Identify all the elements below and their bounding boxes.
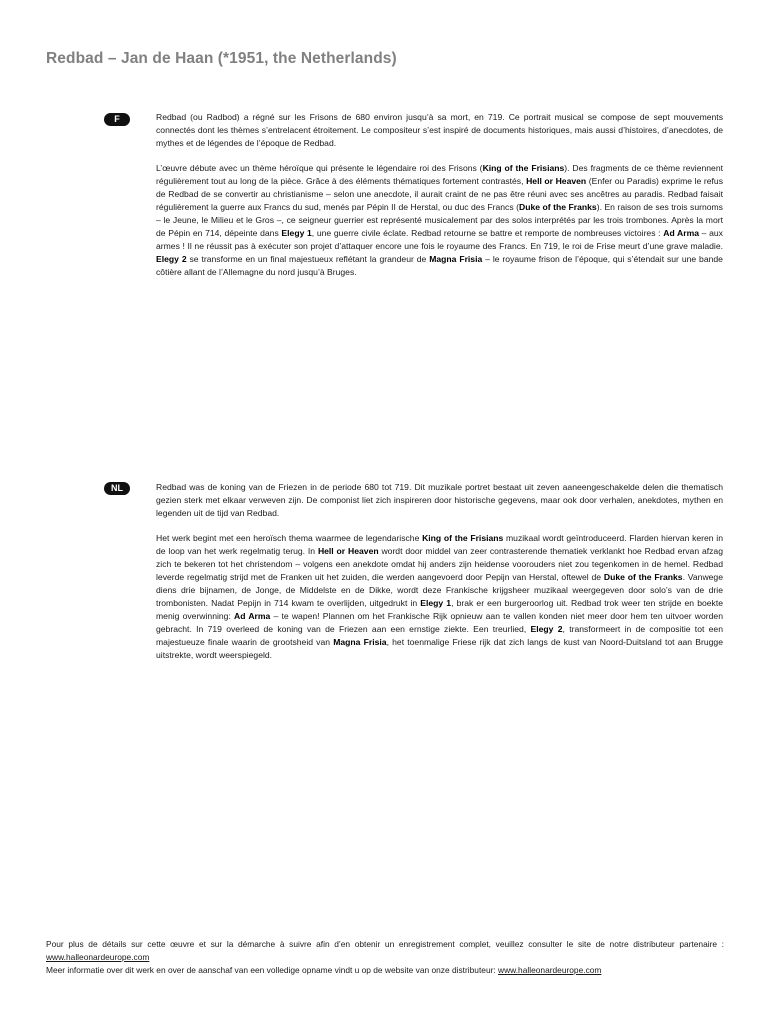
text-run: – aux armes ! Il ne réussit pas à exécuter son projet d’attaquer encore une fois le royaume des Francs. En 719, le roi de Frise meurt d’une grave maladie.: [156, 228, 723, 251]
text-run: se transforme en un final majestueux reflétant la grandeur de: [186, 254, 430, 264]
bold-term: Elegy 2: [156, 254, 187, 264]
text-run: , transformeert in de compositie tot een majestueuze finale waarin de grootsheid van: [156, 624, 723, 647]
footer: [46, 938, 724, 977]
bold-term: Duke of the Franks: [519, 202, 597, 212]
dutch-paragraph-intro: Redbad was de koning van de Friezen in de periode 680 tot 719. Dit muzikale portret bestaat uit zeven aaneengeschakelde delen die thematisch gezien sterk met elkaar verweven zijn. De componist liet zich inspireren door historische gegevens, maar ook door verhalen, anekdotes, mythen en legenden uit de tijd van Redbad.: [156, 482, 723, 518]
bold-term: Magna Frisia: [429, 254, 483, 264]
french-paragraph-body: [156, 162, 723, 279]
text-run: – le royaume frison de l’époque, qui s’étendait sur une bande côtière allant de l’Allemagne du nord jusqu’à Bruges.: [156, 254, 723, 277]
footer-french-note: [46, 938, 724, 964]
bold-term: Hell or Heaven: [317, 546, 379, 556]
bold-term: Ad Arma: [234, 611, 271, 621]
bold-term: Ad Arma: [663, 228, 700, 238]
text-run: wordt door middel van zeer contrasterende thematiek verklankt hoe Redbad ervan afzag zich te bekeren tot het christendom – volgens een anekdote omdat hij anders zijn heidense voorouders niet zou tegenkomen in de hemel. Redbad leverde regelmatig strijd met de Franken uit het zuiden, die werden aangevoerd door Pepijn van Herstal, oftewel de: [156, 546, 723, 582]
bold-term: King of the Frisians: [482, 163, 565, 173]
dutch-section: [156, 481, 723, 674]
page-title: Redbad – Jan de Haan (*1951, the Netherlands): [46, 50, 397, 67]
bold-term: King of the Frisians: [422, 533, 504, 543]
text-run: (Enfer ou Paradis) exprime le refus de Redbad de se convertir au christianisme – selon une anecdote, il aurait craint de ne pas être réuni avec ses ancêtres au paradis. Redbad faisait régulièrement la guerre aux Francs du sud, menés par Pépin II de Herstal, ou duc des Francs (: [156, 176, 723, 212]
text-run: Het werk begint met een heroïsch thema waarmee de legendarische: [156, 533, 423, 543]
bold-term: Magna Frisia: [333, 637, 387, 647]
text-run: , het toenmalige Friese rijk dat zich langs de kust van Noord-Duitsland tot aan Brugge uitstrekte, wordt weerspiegeld.: [156, 637, 723, 660]
bold-term: Elegy 1: [281, 228, 312, 238]
french-paragraph-intro: Redbad (ou Radbod) a régné sur les Frisons de 680 environ jusqu’à sa mort, en 719. Ce portrait musical se compose de sept mouvements connectés dont les thèmes s’entrelacent étroitement. Le compositeur s’est inspiré de documents historiques, mais aussi d’histoires, d’anecdotes, de mythes et de légendes de l’époque de Redbad.: [156, 112, 723, 148]
text-run: . Vanwege diens drie bijnamen, de Jonge, de Middelste en de Dikke, wordt deze Frankische krijgsheer muzikaal weergegeven door solo’s van de drie trombonisten. Nadat Pepijn in 714 kwam te overlijden, uitgedrukt in: [156, 572, 723, 608]
bold-term: Hell or Heaven: [526, 176, 587, 186]
dutch-paragraph-body: [156, 532, 723, 662]
footer-french-text: Pour plus de détails sur cette œuvre et sur la démarche à suivre afin d’en obtenir un enregistrement complet, veuillez consulter le site de notre distributeur partenaire :: [46, 939, 724, 949]
bold-term: Elegy 2: [530, 624, 563, 634]
language-badge-dutch: NL: [104, 482, 130, 495]
footer-french-link[interactable]: www.halleonardeurope.com: [46, 952, 150, 962]
bold-term: Duke of the Franks: [603, 572, 683, 582]
text-run: ). Des fragments de ce thème reviennent régulièrement tout au long de la pièce. Grâce à des éléments thématiques fortement contrastés,: [156, 163, 723, 186]
text-run: muzikaal wordt geïntroduceerd. Flarden hiervan keren in de loop van het werk regelmatig terug. In: [156, 533, 723, 556]
french-section: [156, 111, 723, 291]
text-run: , brak er een burgeroorlog uit. Redbad trok weer ten strijde en boekte menig overwinning:: [156, 598, 723, 621]
language-badge-french: F: [104, 113, 130, 126]
text-run: L’œuvre débute avec un thème héroïque qui présente le légendaire roi des Frisons (: [156, 163, 483, 173]
text-run: – te wapen! Plannen om het Frankische Rijk opnieuw aan te vallen konden niet meer door hem ten uitvoer worden gebracht. In 719 overleed de koning van de Friezen aan een ernstige ziekte. Een treurlied,: [156, 611, 723, 634]
bold-term: Elegy 1: [420, 598, 452, 608]
text-run: , une guerre civile éclate. Redbad retourne se battre et remporte de nombreuses victoires :: [311, 228, 664, 238]
footer-dutch-link[interactable]: www.halleonardeurope.com: [498, 965, 602, 975]
footer-dutch-note: [46, 964, 724, 977]
footer-dutch-text: Meer informatie over dit werk en over de aanschaf van een volledige opname vindt u op de website van onze distributeur:: [46, 965, 499, 975]
text-run: ). En raison de ses trois surnoms – le Jeune, le Milieu et le Gros –, ce seigneur guerrier est représenté musicalement par des solos interprétés par les trois trombones. Après la mort de Pépin en 714, dépeinte dans: [156, 202, 723, 238]
